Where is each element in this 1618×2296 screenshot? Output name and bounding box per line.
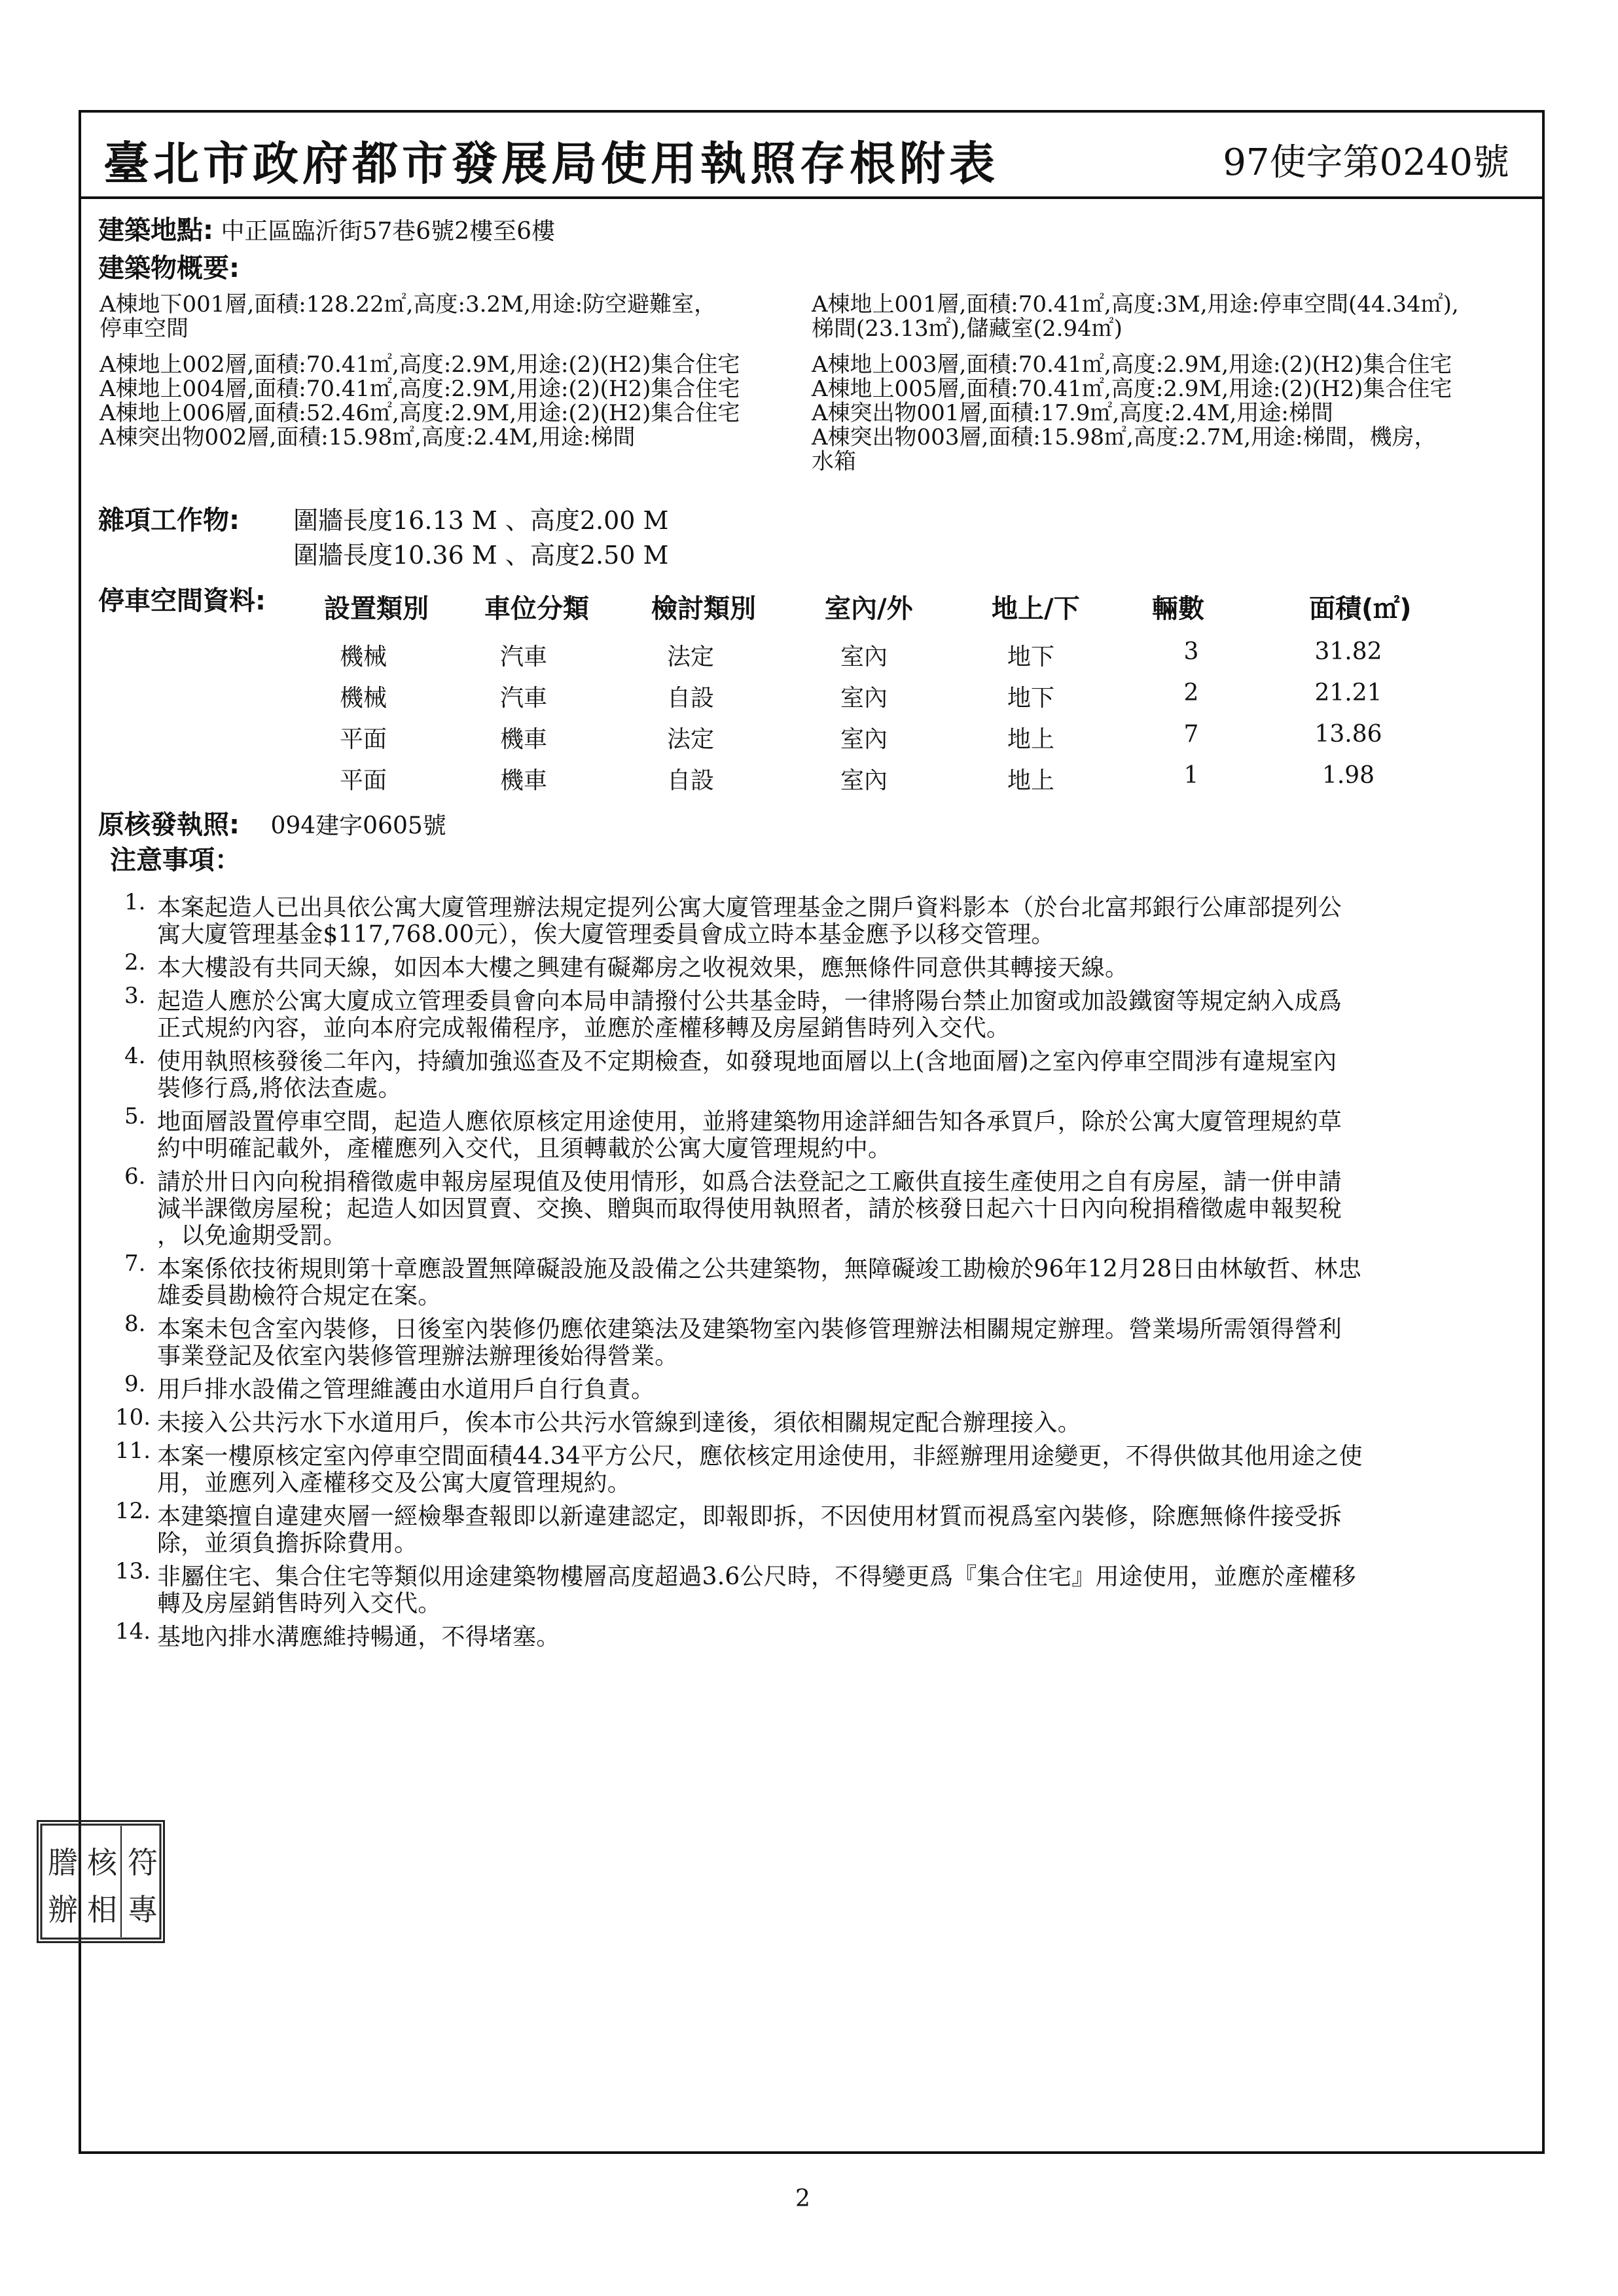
original-license-label: 原核發執照: bbox=[98, 810, 240, 840]
seal-graphic bbox=[39, 1822, 163, 1941]
note-line: 本大樓設有共同天線，如因本大樓之興建有礙鄰房之收視效果，應無條件同意供其轉接天線。 bbox=[157, 955, 1129, 981]
svg-text:辦: 辦 bbox=[48, 1892, 78, 1927]
parking-cell: 汽車 bbox=[499, 685, 547, 712]
site-row bbox=[98, 217, 555, 245]
note-line: 寓大廈管理基金$117,768.00元），俟大廈管理委員會成立時本基金應予以移交管理。 bbox=[157, 921, 1055, 948]
note-line: 用戶排水設備之管理維護由水道用戶自行負責。 bbox=[157, 1376, 655, 1403]
note-line: 地面層設置停車空間，起造人應依原核定用途使用，並將建築物用途詳細告知各承買戶，除於公寓大廈管理規約草 bbox=[157, 1108, 1342, 1135]
overview-line: A棟地上002層,面積:70.41㎡,高度:2.9M,用途:(2)(H2)集合住宅 bbox=[99, 352, 740, 378]
svg-text:符: 符 bbox=[128, 1845, 158, 1880]
note-number: 13. bbox=[115, 1558, 151, 1584]
svg-text:專: 專 bbox=[128, 1892, 158, 1927]
parking-cell: 地上 bbox=[1007, 767, 1054, 794]
overview-line: A棟地下001層,面積:128.22㎡,高度:3.2M,用途:防空避難室， bbox=[99, 291, 717, 318]
misc-works-line: 圍牆長度10.36 M 、高度2.50 M bbox=[293, 541, 669, 570]
note-line: 正式規約內容，並向本府完成報備程序，並應於產權移轉及房屋銷售時列入交代。 bbox=[157, 1015, 1011, 1042]
note-number: 10. bbox=[115, 1404, 151, 1430]
note-line: 裝修行爲,將依法查處。 bbox=[157, 1075, 402, 1102]
misc-works-line: 圍牆長度16.13 M 、高度2.00 M bbox=[293, 506, 669, 535]
parking-cell: 地下 bbox=[1007, 685, 1054, 712]
note-line: 使用執照核發後二年內，持續加強巡查及不定期檢查，如發現地面層以上(含地面層)之室內停車空間涉有違規室內 bbox=[157, 1048, 1337, 1075]
svg-text:核: 核 bbox=[87, 1845, 117, 1880]
note-line: 雄委員勘檢符合規定在案。 bbox=[157, 1283, 442, 1309]
parking-cell: 7 bbox=[1183, 721, 1199, 748]
note-number: 4. bbox=[124, 1043, 146, 1069]
note-number: 14. bbox=[115, 1618, 151, 1645]
note-line: 除，並須負擔拆除費用。 bbox=[157, 1530, 418, 1557]
title-row bbox=[81, 113, 1542, 199]
note-line: 非屬住宅、集合住宅等類似用途建築物樓層高度超過3.6公尺時，不得變更爲『集合住宅』用途使用，並應於產權移 bbox=[157, 1563, 1356, 1590]
parking-cell: 機械 bbox=[339, 644, 387, 670]
parking-cell: 法定 bbox=[666, 726, 714, 753]
overview-label: 建築物概要: bbox=[98, 253, 240, 283]
note-number: 5. bbox=[124, 1103, 146, 1129]
parking-cell: 3 bbox=[1183, 638, 1199, 665]
parking-cell: 1.98 bbox=[1321, 762, 1375, 789]
overview-line: A棟地上006層,面積:52.46㎡,高度:2.9M,用途:(2)(H2)集合住宅 bbox=[99, 400, 740, 426]
overview-line: A棟突出物003層,面積:15.98㎡,高度:2.7M,用途:梯間，機房， bbox=[812, 424, 1437, 450]
note-number: 7. bbox=[124, 1250, 146, 1277]
parking-column-header: 車位分類 bbox=[484, 594, 589, 624]
parking-cell: 室內 bbox=[840, 767, 888, 794]
page-title: 臺北市政府都市發展局使用執照存根附表 bbox=[103, 136, 999, 191]
parking-column-header: 室內/外 bbox=[825, 594, 913, 624]
note-line: 本案起造人已出具依公寓大廈管理辦法規定提列公寓大廈管理基金之開戶資料影本（於台北富邦銀行公庫部提列公 bbox=[157, 894, 1342, 921]
note-number: 9. bbox=[124, 1371, 146, 1397]
note-line: 本案係依技術規則第十章應設置無障礙設施及設備之公共建築物，無障礙竣工勘檢於96年12月28日由林敏哲、林忠 bbox=[157, 1256, 1362, 1283]
overview-line: A棟地上001層,面積:70.41㎡,高度:3M,用途:停車空間(44.34㎡), bbox=[812, 291, 1459, 318]
parking-cell: 13.86 bbox=[1314, 721, 1382, 748]
overview-line: 梯間(23.13㎡),儲藏室(2.94㎡) bbox=[812, 316, 1123, 342]
overview-line: A棟地上004層,面積:70.41㎡,高度:2.9M,用途:(2)(H2)集合住宅 bbox=[99, 376, 740, 402]
page-number: 2 bbox=[795, 2185, 810, 2212]
parking-column-header: 地上/下 bbox=[992, 594, 1080, 624]
parking-cell: 機車 bbox=[499, 767, 547, 794]
seal-stamp bbox=[37, 1820, 165, 1943]
parking-cell: 31.82 bbox=[1314, 638, 1382, 665]
note-number: 8. bbox=[124, 1311, 146, 1337]
overview-line: A棟地上005層,面積:70.41㎡,高度:2.9M,用途:(2)(H2)集合住宅 bbox=[812, 376, 1452, 402]
note-number: 1. bbox=[124, 889, 146, 915]
note-line: 減半課徵房屋稅；起造人如因買賣、交換、贈與而取得使用執照者，請於核發日起六十日內向稅捐稽徵處申報契稅 bbox=[157, 1195, 1342, 1222]
parking-cell: 平面 bbox=[339, 726, 387, 753]
note-line: 本案一樓原核定室內停車空間面積44.34平方公尺，應依核定用途使用，非經辦理用途變更，不得供做其他用途之使 bbox=[157, 1443, 1363, 1470]
overview-line: A棟突出物002層,面積:15.98㎡,高度:2.4M,用途:梯間 bbox=[99, 424, 636, 450]
parking-cell: 室內 bbox=[840, 726, 888, 753]
note-line: 請於卅日內向稅捐稽徵處申報房屋現值及使用情形，如爲合法登記之工廠供直接生產使用之自有房屋，請一併申請 bbox=[157, 1169, 1342, 1195]
parking-column-header: 輛數 bbox=[1152, 594, 1204, 624]
parking-cell: 汽車 bbox=[499, 644, 547, 670]
parking-cell: 地下 bbox=[1007, 644, 1054, 670]
note-line: 轉及房屋銷售時列入交代。 bbox=[157, 1590, 442, 1617]
parking-cell: 平面 bbox=[339, 767, 387, 794]
notes-label: 注意事項： bbox=[110, 845, 241, 875]
note-number: 12. bbox=[115, 1498, 151, 1524]
original-license-value: 094建字0605號 bbox=[270, 812, 446, 839]
parking-cell: 法定 bbox=[666, 644, 714, 670]
note-number: 3. bbox=[124, 983, 146, 1009]
license-number: 97使字第0240號 bbox=[1223, 141, 1509, 184]
site-address: 中正區臨沂街57巷6號2樓至6樓 bbox=[221, 218, 555, 245]
note-line: 未接入公共污水下水道用戶，俟本市公共污水管線到達後，須依相關規定配合辦理接入。 bbox=[157, 1410, 1081, 1436]
note-line: 本案未包含室內裝修，日後室內裝修仍應依建築法及建築物室內裝修管理辦法相關規定辦理。營業場所需領得營利 bbox=[157, 1316, 1342, 1343]
note-number: 6. bbox=[124, 1163, 146, 1190]
parking-label: 停車空間資料: bbox=[98, 586, 266, 616]
note-number: 11. bbox=[115, 1438, 151, 1464]
svg-text:相: 相 bbox=[87, 1892, 117, 1927]
misc-works-label: 雜項工作物: bbox=[98, 505, 240, 536]
original-license-row bbox=[98, 812, 446, 839]
note-number: 2. bbox=[124, 949, 146, 975]
parking-column-header: 設置類別 bbox=[324, 594, 429, 624]
parking-cell: 地上 bbox=[1007, 726, 1054, 753]
overview-line: 水箱 bbox=[812, 448, 856, 475]
parking-cell: 機械 bbox=[339, 685, 387, 712]
parking-cell: 自設 bbox=[666, 685, 714, 712]
parking-cell: 自設 bbox=[666, 767, 714, 794]
parking-cell: 21.21 bbox=[1314, 680, 1382, 706]
note-line: 用，並應列入產權移交及公寓大廈管理規約。 bbox=[157, 1470, 632, 1497]
parking-cell: 機車 bbox=[499, 726, 547, 753]
note-line: 本建築擅自違建夾層一經檢舉查報即以新違建認定，即報即拆，不因使用材質而視爲室內裝修，除應無條件接受拆 bbox=[157, 1503, 1342, 1530]
note-line: 基地內排水溝應維持暢通，不得堵塞。 bbox=[157, 1624, 560, 1650]
parking-cell: 室內 bbox=[840, 685, 888, 712]
parking-cell: 1 bbox=[1183, 762, 1199, 789]
parking-column-header: 檢討類別 bbox=[651, 594, 756, 624]
note-line: ，以免逾期受罰。 bbox=[157, 1222, 347, 1249]
note-line: 事業登記及依室內裝修管理辦法辦理後始得營業。 bbox=[157, 1343, 679, 1370]
parking-cell: 室內 bbox=[840, 644, 888, 670]
overview-line: A棟突出物001層,面積:17.9㎡,高度:2.4M,用途:梯間 bbox=[812, 400, 1333, 426]
overview-line: A棟地上003層,面積:70.41㎡,高度:2.9M,用途:(2)(H2)集合住宅 bbox=[812, 352, 1452, 378]
svg-text:謄: 謄 bbox=[48, 1845, 78, 1880]
overview-line: 停車空間 bbox=[99, 316, 189, 342]
parking-column-header: 面積(㎡) bbox=[1309, 594, 1412, 624]
note-line: 起造人應於公寓大廈成立管理委員會向本局申請撥付公共基金時，一律將陽台禁止加窗或加設鐵窗等規定納入成爲 bbox=[157, 988, 1342, 1015]
site-label: 建築地點: bbox=[98, 215, 213, 246]
parking-cell: 2 bbox=[1183, 680, 1199, 706]
note-line: 約中明確記載外，產權應列入交代，且須轉載於公寓大廈管理規約中。 bbox=[157, 1135, 892, 1162]
